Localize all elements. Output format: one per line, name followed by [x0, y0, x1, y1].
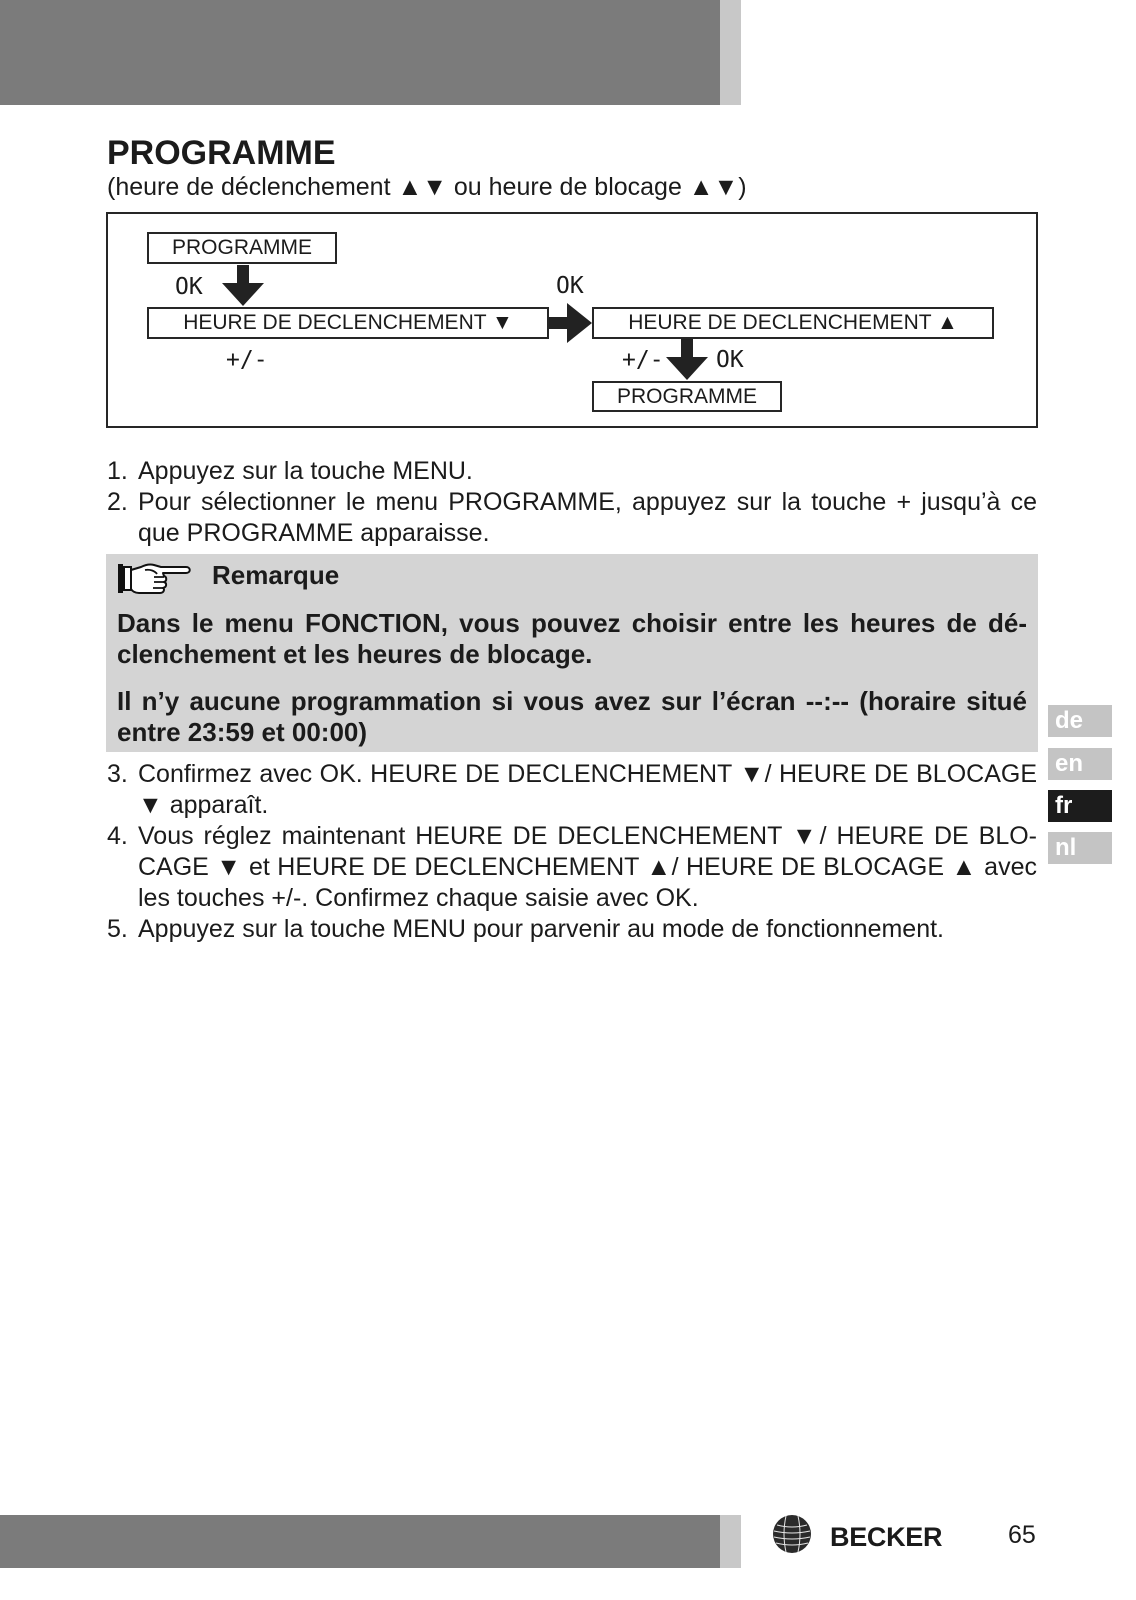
step-text [138, 914, 1037, 945]
language-tab-nl [1048, 832, 1112, 864]
brand-name: BECKER [830, 1522, 943, 1552]
list-item [107, 821, 1037, 914]
diagram-plus-minus-label: +/- [622, 347, 664, 373]
step-text-line: Confirmez avec OK. HEURE DE DECLENCHEMENT ▼/ HEURE DE BLOCAGE [138, 760, 1037, 788]
diagram-ok-label: OK [556, 273, 584, 299]
language-tab-de [1048, 705, 1112, 737]
steps-list-main [107, 759, 1037, 945]
step-number: 2. [107, 488, 128, 516]
note-text-line: entre 23:59 et 00:00) [117, 717, 368, 747]
step-text [138, 487, 1037, 549]
step-number: 3. [107, 760, 128, 788]
list-item [107, 759, 1037, 821]
language-tab-label: fr [1055, 792, 1073, 819]
step-text-line: CAGE ▼ et HEURE DE DECLENCHEMENT ▲/ HEURE DE BLOCAGE ▲ avec [138, 853, 1037, 881]
diagram-plus-minus-label: +/- [226, 347, 268, 373]
steps-list-intro [107, 456, 1037, 549]
language-tab-label: nl [1055, 834, 1077, 861]
note-text-line: clenchement et les heures de blocage. [117, 639, 593, 669]
down-arrow-icon [222, 265, 264, 306]
diagram-ok-label: OK [716, 347, 744, 373]
pointing-hand-icon [117, 560, 191, 596]
programming-flow-diagram [106, 212, 1038, 428]
language-tab-en [1048, 748, 1112, 780]
language-tab-fr [1048, 790, 1112, 822]
diagram-box-trigger-down: HEURE DE DECLENCHEMENT ▼ [147, 307, 549, 339]
diagram-ok-label: OK [175, 274, 203, 300]
footer-bar-accent [720, 1515, 741, 1568]
right-arrow-icon [549, 303, 592, 343]
diagram-box-trigger-up: HEURE DE DECLENCHEMENT ▲ [592, 307, 994, 339]
step-text-line: Vous réglez maintenant HEURE DE DECLENCHEMENT ▼/ HEURE DE BLO- [138, 822, 1037, 850]
header-bar-accent [720, 0, 741, 105]
page-title: PROGRAMME [107, 134, 336, 172]
note-text-line: Il n’y aucune programmation si vous avez sur l’écran --:-- (horaire situé [117, 686, 1027, 716]
list-item [107, 487, 1037, 549]
note-text-line: Dans le menu FONCTION, vous pouvez choisir entre les heures de dé- [117, 608, 1027, 638]
diagram-box-programme-start: PROGRAMME [147, 232, 337, 264]
language-tab-label: de [1055, 707, 1084, 734]
page-number: 65 [1008, 1521, 1036, 1549]
step-text-line: ▼ apparaît. [138, 791, 269, 819]
step-text [138, 456, 1037, 487]
step-text-line: Appuyez sur la touche MENU. [138, 457, 473, 485]
note-paragraph [117, 608, 1027, 670]
step-text-line: Appuyez sur la touche MENU pour parvenir au mode de fonctionnement. [138, 915, 945, 943]
diagram-box-programme-end: PROGRAMME [592, 381, 782, 412]
header-bar [0, 0, 720, 105]
note-box [106, 554, 1038, 752]
note-heading: Remarque [212, 560, 340, 590]
step-text [138, 759, 1037, 821]
becker-logo-icon [772, 1514, 812, 1554]
page-subtitle: (heure de déclenchement ▲▼ ou heure de blocage ▲▼) [107, 173, 747, 201]
note-paragraph [117, 686, 1027, 748]
step-text-line: que PROGRAMME apparaisse. [138, 519, 490, 547]
step-number: 1. [107, 457, 128, 485]
list-item [107, 456, 1037, 487]
step-number: 4. [107, 822, 128, 850]
language-tab-label: en [1055, 750, 1084, 777]
list-item [107, 914, 1037, 945]
footer-bar [0, 1515, 720, 1568]
step-text [138, 821, 1037, 914]
step-text-line: les touches +/-. Confirmez chaque saisie avec OK. [138, 884, 699, 912]
step-number: 5. [107, 915, 128, 943]
step-text-line: Pour sélectionner le menu PROGRAMME, appuyez sur la touche + jusqu’à ce [138, 488, 1037, 516]
down-arrow-icon [666, 339, 708, 380]
